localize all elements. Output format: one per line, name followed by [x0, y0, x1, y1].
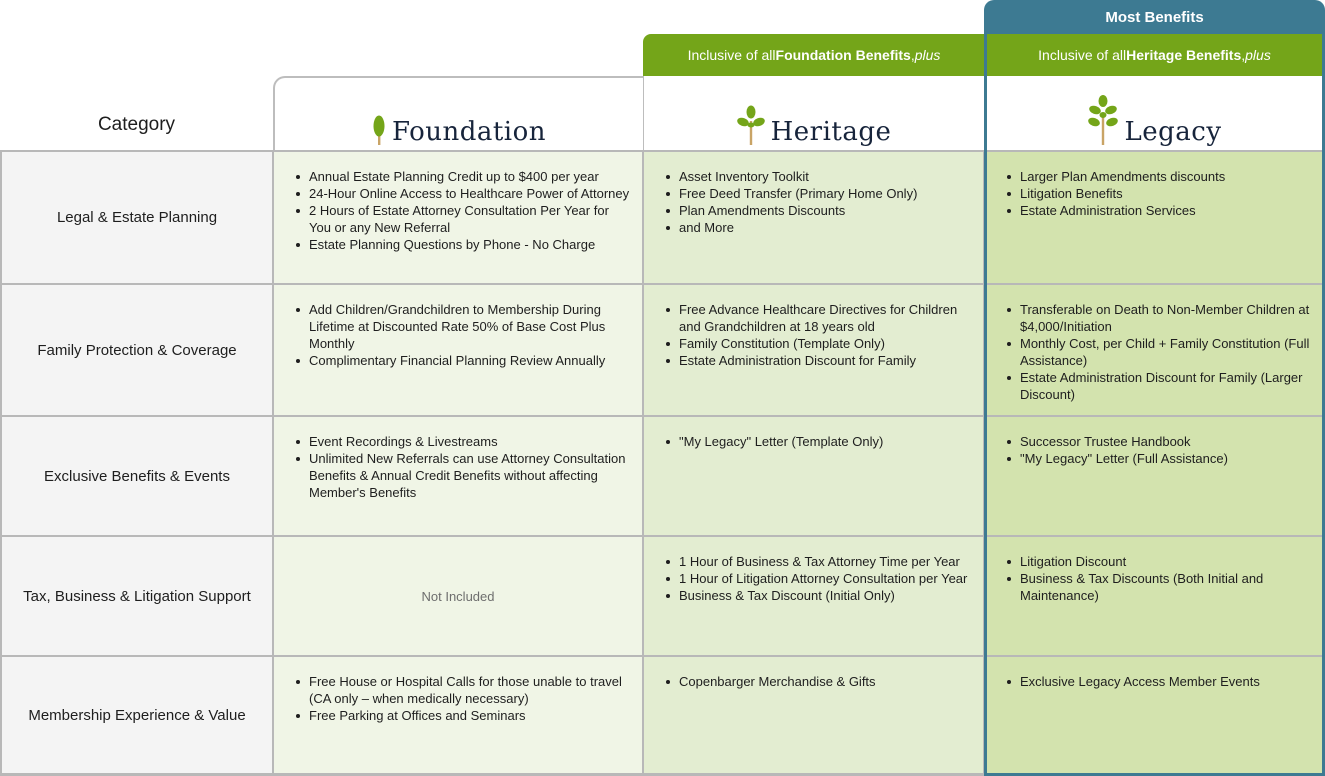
- heritage-cell: [644, 655, 985, 773]
- list-item: Free House or Hospital Calls for those unable to travel (CA only – when medically necessary): [296, 673, 632, 707]
- sapling-icon: [372, 115, 386, 145]
- list-item: 1 Hour of Business & Tax Attorney Time per Year: [666, 553, 973, 570]
- foundation-cell: [274, 150, 644, 283]
- legacy-header: [985, 76, 1325, 151]
- most-benefits-banner: [984, 0, 1325, 34]
- row-tax-business: [0, 535, 1325, 655]
- list-item: Event Recordings & Livestreams: [296, 433, 632, 450]
- heritage-inclusive-plus: plus: [914, 47, 941, 63]
- list-item: Monthly Cost, per Child + Family Constitution (Full Assistance): [1007, 335, 1315, 369]
- list-item: Litigation Benefits: [1007, 185, 1315, 202]
- list-item: "My Legacy" Letter (Full Assistance): [1007, 450, 1315, 467]
- legacy-cell: [985, 655, 1325, 773]
- not-included-label: Not Included: [421, 588, 495, 604]
- list-item: Business & Tax Discount (Initial Only): [666, 587, 973, 604]
- list-item: Business & Tax Discounts (Both Initial and Maintenance): [1007, 570, 1315, 604]
- plan-name-heritage: Heritage: [770, 117, 892, 147]
- list-item: Add Children/Grandchildren to Membership During Lifetime at Discounted Rate 50% of Base Cost Plus Monthly: [296, 301, 632, 352]
- list-item: 24-Hour Online Access to Healthcare Power of Attorney: [296, 185, 632, 202]
- list-item: Estate Administration Discount for Family (Larger Discount): [1007, 369, 1315, 403]
- list-item: Exclusive Legacy Access Member Events: [1007, 673, 1315, 690]
- row-category: Family Protection & Coverage: [0, 283, 274, 415]
- legacy-cell: [985, 150, 1325, 283]
- heritage-inclusive-banner: [643, 34, 985, 76]
- list-item: "My Legacy" Letter (Template Only): [666, 433, 973, 450]
- heritage-header: [644, 76, 985, 151]
- row-exclusive-benefits: [0, 415, 1325, 535]
- legacy-inclusive-sep: ,: [1241, 47, 1246, 63]
- heritage-cell: [644, 150, 985, 283]
- list-item: Family Constitution (Template Only): [666, 335, 973, 352]
- list-item: Larger Plan Amendments discounts: [1007, 168, 1315, 185]
- heritage-cell: [644, 283, 985, 415]
- foundation-header: [273, 76, 644, 151]
- list-item: Estate Administration Services: [1007, 202, 1315, 219]
- row-category: Exclusive Benefits & Events: [0, 415, 274, 535]
- list-item: Litigation Discount: [1007, 553, 1315, 570]
- foundation-cell: [274, 415, 644, 535]
- heritage-cell: [644, 535, 985, 655]
- list-item: Free Parking at Offices and Seminars: [296, 707, 632, 724]
- foundation-cell: [274, 655, 644, 773]
- plan-name-foundation: Foundation: [391, 117, 547, 147]
- list-item: Plan Amendments Discounts: [666, 202, 973, 219]
- list-item: Transferable on Death to Non-Member Children at $4,000/Initiation: [1007, 301, 1315, 335]
- legacy-inclusive-bold: Heritage Benefits: [1126, 47, 1242, 63]
- category-header: Category: [97, 114, 176, 135]
- young-tree-icon: [737, 105, 765, 145]
- foundation-cell: [274, 283, 644, 415]
- row-category: Membership Experience & Value: [0, 655, 274, 773]
- list-item: Free Advance Healthcare Directives for Children and Grandchildren at 18 years old: [666, 301, 973, 335]
- legacy-inclusive-plus: plus: [1245, 47, 1271, 63]
- row-family-protection: [0, 283, 1325, 415]
- row-category: Legal & Estate Planning: [0, 150, 274, 283]
- legacy-cell: [985, 283, 1325, 415]
- heritage-inclusive-bold: Foundation Benefits: [775, 47, 911, 63]
- legacy-cell: [985, 535, 1325, 655]
- list-item: 2 Hours of Estate Attorney Consultation Per Year for You or any New Referral: [296, 202, 632, 236]
- row-legal-estate: [0, 150, 1325, 283]
- list-item: Annual Estate Planning Credit up to $400 per year: [296, 168, 632, 185]
- heritage-inclusive-sep: ,: [910, 47, 915, 63]
- list-item: Successor Trustee Handbook: [1007, 433, 1315, 450]
- list-item: Copenbarger Merchandise & Gifts: [666, 673, 973, 690]
- list-item: and More: [666, 219, 973, 236]
- row-category: Tax, Business & Litigation Support: [0, 535, 274, 655]
- grown-tree-icon: [1088, 95, 1118, 145]
- most-benefits-label: Most Benefits: [1105, 8, 1204, 26]
- list-item: Unlimited New Referrals can use Attorney Consultation Benefits & Annual Credit Benefits without affecting Member's Benefits: [296, 450, 632, 501]
- legacy-inclusive-prefix: Inclusive of all: [1038, 47, 1127, 63]
- list-item: 1 Hour of Litigation Attorney Consultation per Year: [666, 570, 973, 587]
- legacy-inclusive-banner: [987, 34, 1322, 76]
- list-item: Asset Inventory Toolkit: [666, 168, 973, 185]
- heritage-cell: [644, 415, 985, 535]
- legacy-cell: [985, 415, 1325, 535]
- plan-name-legacy: Legacy: [1124, 117, 1222, 147]
- heritage-inclusive-prefix: Inclusive of all: [687, 47, 776, 63]
- list-item: Estate Planning Questions by Phone - No Charge: [296, 236, 632, 253]
- foundation-cell: [274, 535, 644, 655]
- list-item: Complimentary Financial Planning Review Annually: [296, 352, 632, 369]
- list-item: Estate Administration Discount for Family: [666, 352, 973, 369]
- list-item: Free Deed Transfer (Primary Home Only): [666, 185, 973, 202]
- row-membership-experience: [0, 655, 1325, 773]
